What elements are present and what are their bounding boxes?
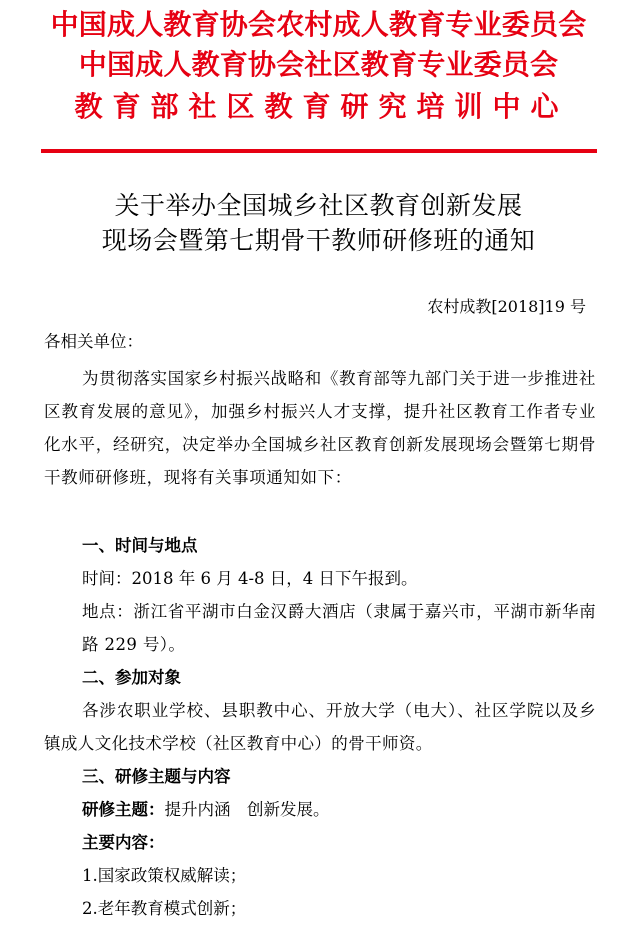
content-item-1: 1.国家政策权威解读； — [82, 866, 247, 885]
participants-paragraph: 各涉农职业学校、县职教中心、开放大学（电大）、社区学院以及乡镇成人文化技术学校（社区教育中心）的骨干师资。 — [44, 701, 596, 753]
content-label: 主要内容： — [82, 833, 165, 852]
red-divider — [41, 149, 597, 153]
intro-paragraph: 为贯彻落实国家乡村振兴战略和《教育部等九部门关于进一步推进社区教育发展的意见》，加强乡村振兴人才支撑，提升社区教育工作者专业化水平，经研究，决定举办全国城乡社区教育创新发展现场会暨第七期骨干教师研修班，现将有关事项通知如下： — [44, 369, 596, 487]
section-2-heading: 二、参加对象 — [82, 668, 181, 687]
notice-title-line-2: 现场会暨第七期骨干教师研修班的通知 — [101, 226, 536, 255]
document-number: 农村成教[2018]19 号 — [427, 297, 586, 316]
notice-title-line-1: 关于举办全国城乡社区教育创新发展 — [114, 191, 523, 220]
content-item-2: 2.老年教育模式创新； — [82, 899, 247, 918]
org-name-1: 中国成人教育协会农村成人教育专业委员会 — [50, 8, 587, 41]
org-name-2: 中国成人教育协会社区教育专业委员会 — [78, 48, 559, 81]
theme-line — [44, 793, 596, 826]
section-3-heading: 三、研修主题与内容 — [82, 767, 231, 786]
time-line: 时间：2018 年 6 月 4-8 日，4 日下午报到。 — [82, 569, 418, 588]
salutation: 各相关单位： — [44, 332, 143, 351]
theme-label: 研修主题： — [82, 800, 165, 819]
section-1-heading: 一、时间与地点 — [82, 536, 198, 555]
theme-value: 提升内涵 创新发展。 — [164, 800, 330, 819]
place-line: 地点：浙江省平湖市白金汉爵大酒店（隶属于嘉兴市，平湖市新华南路 229 号）。 — [82, 602, 596, 654]
org-name-3: 教育部社区教育研究培训中心 — [74, 90, 569, 123]
